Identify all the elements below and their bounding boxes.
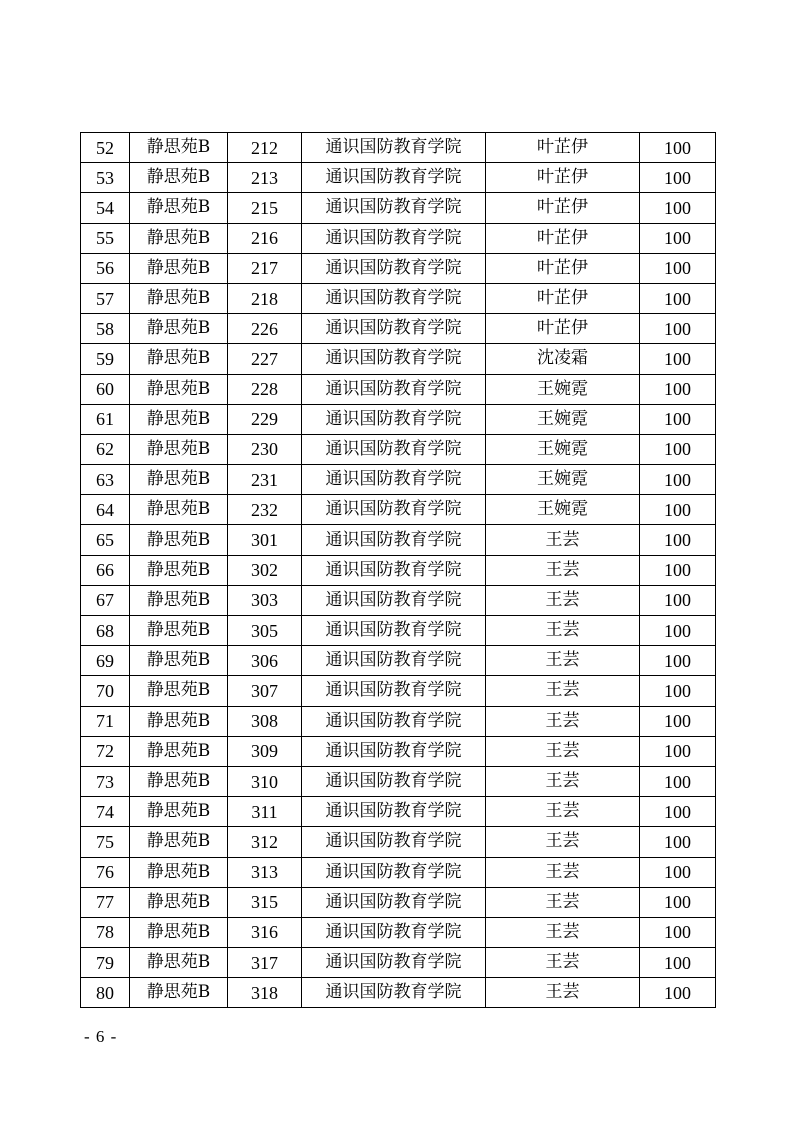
person-name-cell: 王芸 <box>486 676 640 706</box>
college-cell: 通识国防教育学院 <box>302 706 486 736</box>
building-cell: 静思苑B <box>130 585 228 615</box>
college-cell: 通识国防教育学院 <box>302 585 486 615</box>
score-cell: 100 <box>640 344 716 374</box>
table-row <box>81 374 716 404</box>
person-name-cell: 王芸 <box>486 555 640 585</box>
row-number-cell: 80 <box>81 978 130 1008</box>
room-number-cell: 310 <box>228 766 302 796</box>
building-cell: 静思苑B <box>130 283 228 313</box>
college-cell: 通识国防教育学院 <box>302 887 486 917</box>
person-name-cell: 沈凌霜 <box>486 344 640 374</box>
person-name-cell: 叶芷伊 <box>486 163 640 193</box>
table-row <box>81 797 716 827</box>
college-cell: 通识国防教育学院 <box>302 495 486 525</box>
college-cell: 通识国防教育学院 <box>302 827 486 857</box>
room-number-cell: 218 <box>228 283 302 313</box>
building-cell: 静思苑B <box>130 616 228 646</box>
score-cell: 100 <box>640 797 716 827</box>
college-cell: 通识国防教育学院 <box>302 404 486 434</box>
table-row <box>81 706 716 736</box>
person-name-cell: 王婉霓 <box>486 434 640 464</box>
room-number-cell: 229 <box>228 404 302 434</box>
college-cell: 通识国防教育学院 <box>302 857 486 887</box>
table-row <box>81 495 716 525</box>
person-name-cell: 王芸 <box>486 857 640 887</box>
college-cell: 通识国防教育学院 <box>302 193 486 223</box>
college-cell: 通识国防教育学院 <box>302 616 486 646</box>
row-number-cell: 66 <box>81 555 130 585</box>
building-cell: 静思苑B <box>130 344 228 374</box>
college-cell: 通识国防教育学院 <box>302 525 486 555</box>
person-name-cell: 王芸 <box>486 585 640 615</box>
table-row <box>81 434 716 464</box>
table-row <box>81 253 716 283</box>
person-name-cell: 王芸 <box>486 917 640 947</box>
college-cell: 通识国防教育学院 <box>302 374 486 404</box>
score-cell: 100 <box>640 283 716 313</box>
person-name-cell: 王婉霓 <box>486 465 640 495</box>
building-cell: 静思苑B <box>130 917 228 947</box>
row-number-cell: 52 <box>81 133 130 163</box>
building-cell: 静思苑B <box>130 404 228 434</box>
building-cell: 静思苑B <box>130 163 228 193</box>
person-name-cell: 王芸 <box>486 797 640 827</box>
building-cell: 静思苑B <box>130 766 228 796</box>
room-number-cell: 230 <box>228 434 302 464</box>
score-cell: 100 <box>640 465 716 495</box>
building-cell: 静思苑B <box>130 706 228 736</box>
row-number-cell: 67 <box>81 585 130 615</box>
person-name-cell: 王婉霓 <box>486 404 640 434</box>
table-row <box>81 887 716 917</box>
room-number-cell: 316 <box>228 917 302 947</box>
building-cell: 静思苑B <box>130 253 228 283</box>
table-row <box>81 766 716 796</box>
room-number-cell: 212 <box>228 133 302 163</box>
person-name-cell: 王芸 <box>486 706 640 736</box>
score-cell: 100 <box>640 163 716 193</box>
person-name-cell: 叶芷伊 <box>486 314 640 344</box>
score-cell: 100 <box>640 434 716 464</box>
table-row <box>81 978 716 1008</box>
row-number-cell: 62 <box>81 434 130 464</box>
row-number-cell: 59 <box>81 344 130 374</box>
building-cell: 静思苑B <box>130 827 228 857</box>
score-cell: 100 <box>640 253 716 283</box>
table-row <box>81 133 716 163</box>
table-row <box>81 857 716 887</box>
room-number-cell: 317 <box>228 948 302 978</box>
building-cell: 静思苑B <box>130 434 228 464</box>
table-row <box>81 404 716 434</box>
person-name-cell: 王芸 <box>486 978 640 1008</box>
table-row <box>81 917 716 947</box>
building-cell: 静思苑B <box>130 857 228 887</box>
room-number-cell: 216 <box>228 223 302 253</box>
college-cell: 通识国防教育学院 <box>302 917 486 947</box>
score-cell: 100 <box>640 495 716 525</box>
row-number-cell: 58 <box>81 314 130 344</box>
row-number-cell: 69 <box>81 646 130 676</box>
room-number-cell: 306 <box>228 646 302 676</box>
college-cell: 通识国防教育学院 <box>302 646 486 676</box>
row-number-cell: 55 <box>81 223 130 253</box>
room-number-cell: 226 <box>228 314 302 344</box>
table-row <box>81 736 716 766</box>
score-cell: 100 <box>640 676 716 706</box>
score-cell: 100 <box>640 827 716 857</box>
room-number-cell: 213 <box>228 163 302 193</box>
person-name-cell: 王芸 <box>486 827 640 857</box>
row-number-cell: 61 <box>81 404 130 434</box>
room-number-cell: 227 <box>228 344 302 374</box>
score-cell: 100 <box>640 585 716 615</box>
person-name-cell: 王芸 <box>486 736 640 766</box>
row-number-cell: 75 <box>81 827 130 857</box>
room-number-cell: 313 <box>228 857 302 887</box>
building-cell: 静思苑B <box>130 978 228 1008</box>
building-cell: 静思苑B <box>130 314 228 344</box>
room-number-cell: 302 <box>228 555 302 585</box>
college-cell: 通识国防教育学院 <box>302 736 486 766</box>
table-row <box>81 223 716 253</box>
building-cell: 静思苑B <box>130 495 228 525</box>
dormitory-score-table <box>80 132 716 1008</box>
building-cell: 静思苑B <box>130 676 228 706</box>
room-number-cell: 309 <box>228 736 302 766</box>
college-cell: 通识国防教育学院 <box>302 253 486 283</box>
row-number-cell: 78 <box>81 917 130 947</box>
person-name-cell: 王芸 <box>486 616 640 646</box>
building-cell: 静思苑B <box>130 374 228 404</box>
college-cell: 通识国防教育学院 <box>302 676 486 706</box>
score-cell: 100 <box>640 857 716 887</box>
row-number-cell: 72 <box>81 736 130 766</box>
room-number-cell: 231 <box>228 465 302 495</box>
room-number-cell: 301 <box>228 525 302 555</box>
room-number-cell: 312 <box>228 827 302 857</box>
table-row <box>81 676 716 706</box>
row-number-cell: 56 <box>81 253 130 283</box>
score-cell: 100 <box>640 736 716 766</box>
row-number-cell: 74 <box>81 797 130 827</box>
person-name-cell: 叶芷伊 <box>486 133 640 163</box>
table-row <box>81 314 716 344</box>
row-number-cell: 63 <box>81 465 130 495</box>
row-number-cell: 54 <box>81 193 130 223</box>
person-name-cell: 叶芷伊 <box>486 253 640 283</box>
row-number-cell: 64 <box>81 495 130 525</box>
row-number-cell: 53 <box>81 163 130 193</box>
table-row <box>81 827 716 857</box>
table-row <box>81 465 716 495</box>
room-number-cell: 307 <box>228 676 302 706</box>
score-cell: 100 <box>640 374 716 404</box>
person-name-cell: 王婉霓 <box>486 374 640 404</box>
row-number-cell: 60 <box>81 374 130 404</box>
table-row <box>81 646 716 676</box>
row-number-cell: 73 <box>81 766 130 796</box>
room-number-cell: 232 <box>228 495 302 525</box>
college-cell: 通识国防教育学院 <box>302 223 486 253</box>
table-row <box>81 344 716 374</box>
score-cell: 100 <box>640 978 716 1008</box>
row-number-cell: 77 <box>81 887 130 917</box>
table-row <box>81 193 716 223</box>
room-number-cell: 318 <box>228 978 302 1008</box>
building-cell: 静思苑B <box>130 555 228 585</box>
row-number-cell: 71 <box>81 706 130 736</box>
score-cell: 100 <box>640 917 716 947</box>
table-row <box>81 283 716 313</box>
table-row <box>81 525 716 555</box>
room-number-cell: 311 <box>228 797 302 827</box>
college-cell: 通识国防教育学院 <box>302 163 486 193</box>
college-cell: 通识国防教育学院 <box>302 978 486 1008</box>
person-name-cell: 叶芷伊 <box>486 283 640 313</box>
building-cell: 静思苑B <box>130 887 228 917</box>
score-cell: 100 <box>640 404 716 434</box>
college-cell: 通识国防教育学院 <box>302 344 486 374</box>
room-number-cell: 228 <box>228 374 302 404</box>
room-number-cell: 305 <box>228 616 302 646</box>
table-row <box>81 163 716 193</box>
score-cell: 100 <box>640 766 716 796</box>
score-cell: 100 <box>640 887 716 917</box>
person-name-cell: 王芸 <box>486 948 640 978</box>
building-cell: 静思苑B <box>130 646 228 676</box>
score-cell: 100 <box>640 525 716 555</box>
person-name-cell: 王芸 <box>486 525 640 555</box>
table-body <box>81 133 716 1008</box>
score-cell: 100 <box>640 646 716 676</box>
college-cell: 通识国防教育学院 <box>302 766 486 796</box>
person-name-cell: 王芸 <box>486 766 640 796</box>
college-cell: 通识国防教育学院 <box>302 797 486 827</box>
score-cell: 100 <box>640 193 716 223</box>
building-cell: 静思苑B <box>130 525 228 555</box>
college-cell: 通识国防教育学院 <box>302 434 486 464</box>
room-number-cell: 315 <box>228 887 302 917</box>
row-number-cell: 65 <box>81 525 130 555</box>
college-cell: 通识国防教育学院 <box>302 133 486 163</box>
table-row <box>81 616 716 646</box>
row-number-cell: 68 <box>81 616 130 646</box>
building-cell: 静思苑B <box>130 797 228 827</box>
college-cell: 通识国防教育学院 <box>302 283 486 313</box>
person-name-cell: 叶芷伊 <box>486 193 640 223</box>
building-cell: 静思苑B <box>130 465 228 495</box>
person-name-cell: 王芸 <box>486 646 640 676</box>
page-number: - 6 - <box>84 1027 118 1046</box>
building-cell: 静思苑B <box>130 736 228 766</box>
college-cell: 通识国防教育学院 <box>302 465 486 495</box>
table-row <box>81 555 716 585</box>
row-number-cell: 57 <box>81 283 130 313</box>
college-cell: 通识国防教育学院 <box>302 314 486 344</box>
row-number-cell: 79 <box>81 948 130 978</box>
room-number-cell: 215 <box>228 193 302 223</box>
building-cell: 静思苑B <box>130 133 228 163</box>
room-number-cell: 217 <box>228 253 302 283</box>
person-name-cell: 王婉霓 <box>486 495 640 525</box>
room-number-cell: 303 <box>228 585 302 615</box>
college-cell: 通识国防教育学院 <box>302 555 486 585</box>
building-cell: 静思苑B <box>130 223 228 253</box>
score-cell: 100 <box>640 133 716 163</box>
room-number-cell: 308 <box>228 706 302 736</box>
college-cell: 通识国防教育学院 <box>302 948 486 978</box>
person-name-cell: 叶芷伊 <box>486 223 640 253</box>
building-cell: 静思苑B <box>130 948 228 978</box>
score-cell: 100 <box>640 223 716 253</box>
row-number-cell: 70 <box>81 676 130 706</box>
table-row <box>81 948 716 978</box>
table-row <box>81 585 716 615</box>
row-number-cell: 76 <box>81 857 130 887</box>
person-name-cell: 王芸 <box>486 887 640 917</box>
building-cell: 静思苑B <box>130 193 228 223</box>
score-cell: 100 <box>640 555 716 585</box>
score-cell: 100 <box>640 948 716 978</box>
score-cell: 100 <box>640 616 716 646</box>
score-cell: 100 <box>640 706 716 736</box>
score-cell: 100 <box>640 314 716 344</box>
